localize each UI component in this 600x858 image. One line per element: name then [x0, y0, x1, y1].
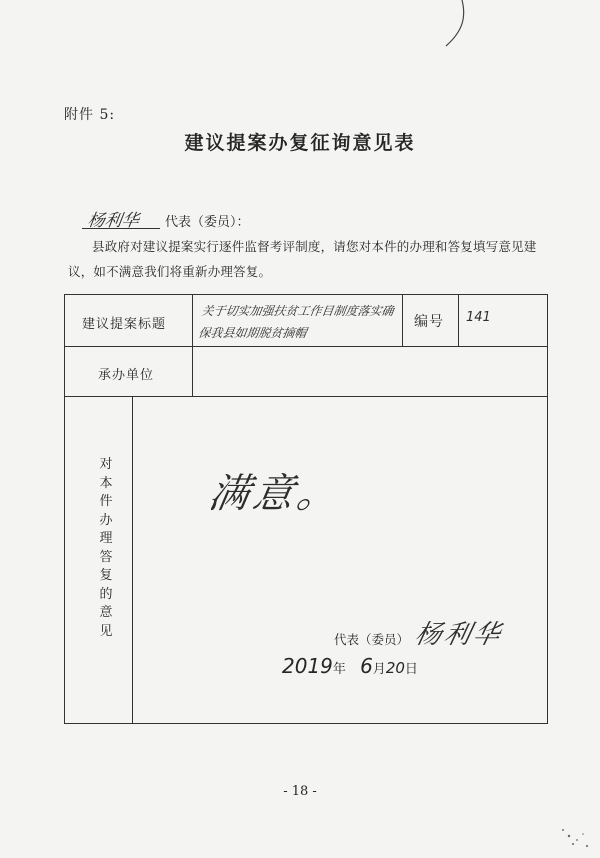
column-divider	[192, 294, 193, 396]
salutation-role: 代表（委员）：	[165, 215, 250, 230]
opinion-section-label	[96, 456, 116, 641]
opinion-label-char: 复	[99, 568, 113, 583]
proposal-title-value: 关于切实加强扶贫工作目制度落实确保我县如期脱贫摘帽	[197, 304, 395, 340]
date-day-unit: 日	[404, 662, 418, 677]
salutation-name: 杨利华	[86, 211, 141, 231]
body-paragraph: 县政府对建议提案实行逐件监督考评制度，请您对本件的办理和答复填写意见建议，如不满意我们将重新办理答复。	[68, 239, 537, 279]
date-day: 20	[385, 659, 405, 677]
opinion-value: 满意。	[205, 471, 346, 517]
opinion-label-char: 对	[99, 457, 113, 472]
opinion-label-char: 理	[99, 531, 113, 546]
date-month-unit: 月	[372, 662, 386, 677]
signature-date	[282, 654, 418, 678]
row-divider	[64, 346, 548, 347]
page-title: 建议提案办复征询意见表	[184, 132, 416, 154]
representative-signature: 杨利华	[412, 620, 506, 650]
opinion-label-char: 本	[99, 475, 113, 491]
scan-speckles	[555, 800, 595, 850]
handling-unit-label: 承办单位	[98, 368, 155, 383]
opinion-label-char: 答	[99, 549, 113, 565]
date-year: 2019	[282, 654, 333, 678]
opinion-label-char: 办	[99, 512, 113, 528]
representative-label: 代表（委员）	[334, 632, 410, 647]
salutation-underline	[82, 228, 160, 229]
corner-pen-mark	[430, 0, 480, 50]
date-year-unit: 年	[332, 662, 346, 677]
page-number: - 18 -	[283, 784, 317, 799]
attachment-label: 附件 5:	[64, 107, 116, 123]
number-value: 141	[466, 310, 491, 325]
row-divider	[64, 396, 548, 397]
proposal-title-label: 建议提案标题	[82, 317, 167, 332]
opinion-label-char: 意	[99, 605, 113, 620]
column-divider	[458, 294, 459, 346]
date-month: 6	[360, 654, 373, 678]
opinion-label-char: 件	[99, 494, 113, 509]
column-divider	[132, 396, 133, 724]
opinion-label-char: 见	[99, 623, 113, 639]
number-label: 编号	[414, 314, 444, 330]
opinion-label-char: 的	[99, 586, 113, 602]
